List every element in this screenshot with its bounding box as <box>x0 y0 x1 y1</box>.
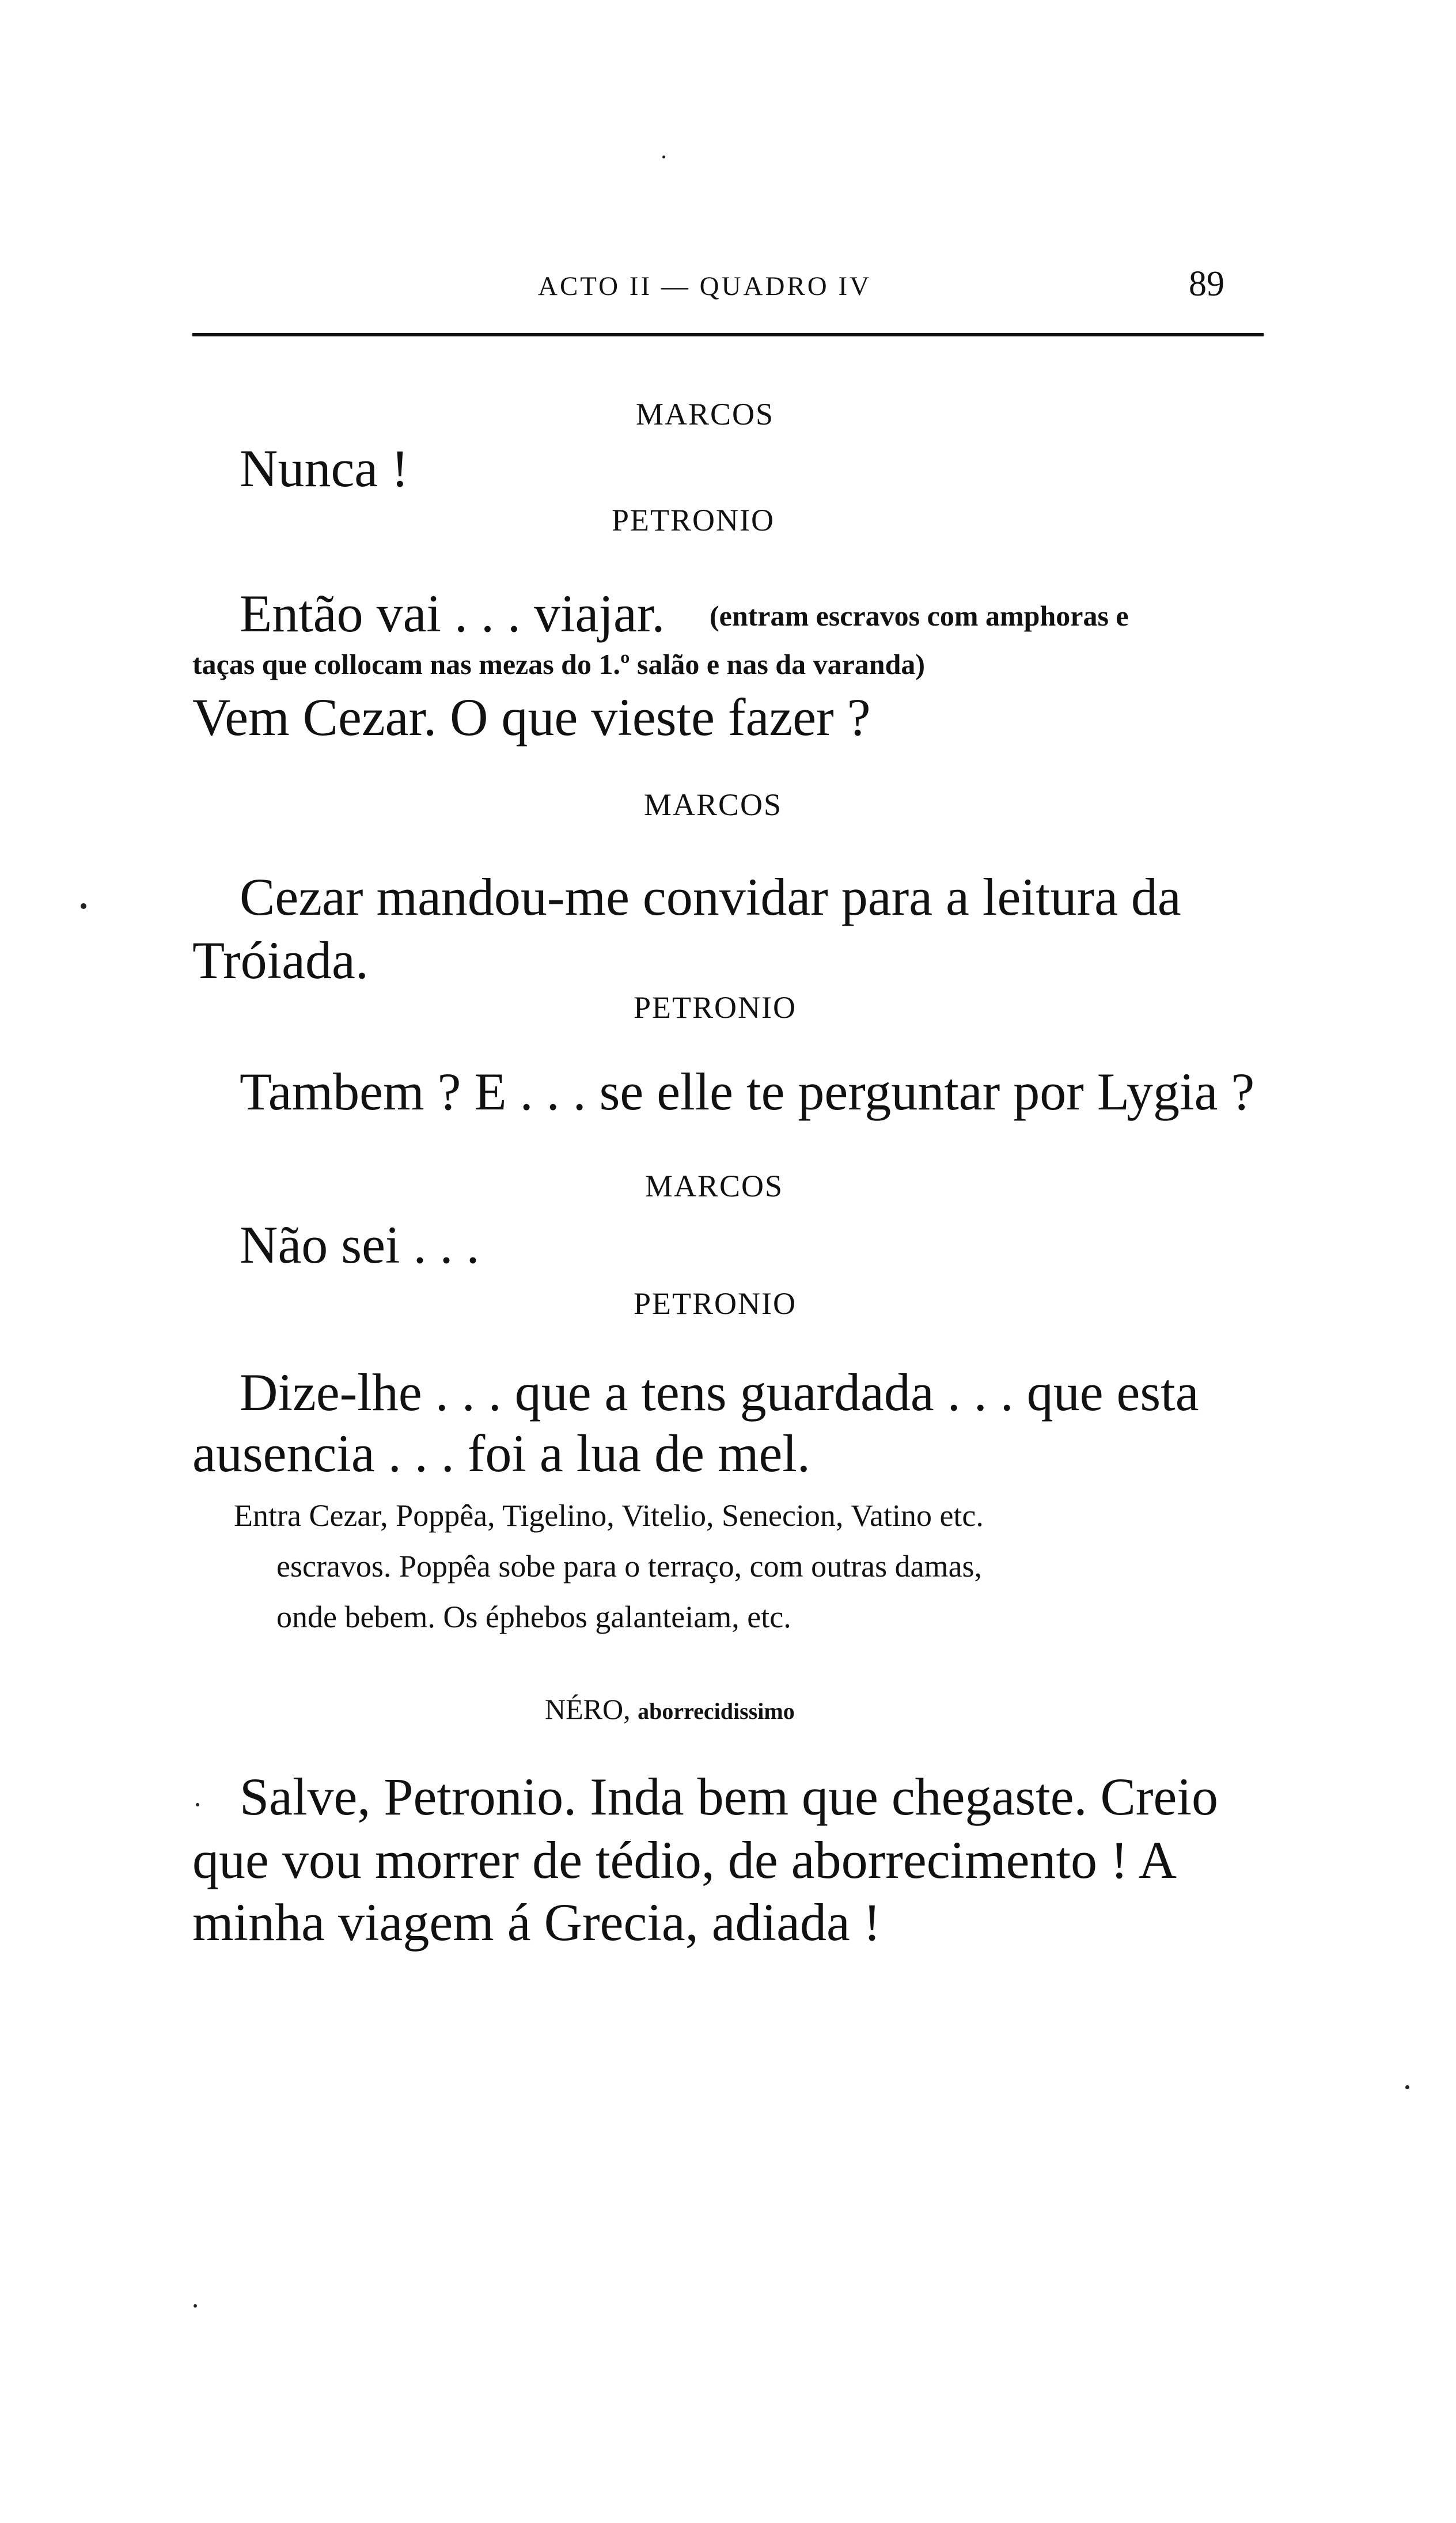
speaker-marcos-1: MARCOS <box>636 397 775 431</box>
dialogue-line: Cezar mandou-me convidar para a leitura da <box>240 867 1181 926</box>
speaker-marcos-3: MARCOS <box>645 1169 784 1203</box>
dialogue-line: Dize-lhe . . . que a tens guardada . . . que esta <box>240 1363 1199 1422</box>
scan-speck <box>196 1803 199 1806</box>
page-number: 89 <box>1189 264 1224 304</box>
dialogue-line: Salve, Petronio. Inda bem que chegaste. Creio <box>240 1767 1218 1826</box>
dialogue-line: Tambem ? E . . . se elle te perguntar por Lygia ? <box>240 1062 1255 1121</box>
stage-direction-line: onde bebem. Os éphebos galanteiam, etc. <box>276 1600 791 1634</box>
dialogue-line: minha viagem á Grecia, adiada ! <box>192 1893 881 1952</box>
speaker-nero-name: NÉRO, <box>545 1693 631 1725</box>
dialogue-line <box>240 583 665 644</box>
stage-note-inline: (entram escravos com amphoras e <box>710 600 1129 632</box>
scan-speck <box>194 2304 197 2308</box>
dialogue-line: Tróiada. <box>192 931 369 990</box>
scan-speck <box>81 903 86 909</box>
dialogue-line: que vou morrer de tédio, de aborrecimento ! A <box>192 1831 1177 1889</box>
speaker-petronio-2: PETRONIO <box>634 990 797 1025</box>
speaker-nero <box>545 1692 795 1726</box>
speaker-nero-note: aborrecidissimo <box>638 1698 795 1724</box>
scan-speck <box>662 156 665 158</box>
stage-note-inline: taças que collocam nas mezas do 1.º salão e nas da varanda) <box>192 648 926 680</box>
stage-direction-line: escravos. Poppêa sobe para o terraço, com outras damas, <box>276 1549 983 1583</box>
running-header: ACTO II — QUADRO IV <box>538 271 872 301</box>
dialogue-line: Não sei . . . <box>240 1215 480 1274</box>
stage-direction-line: Entra Cezar, Poppêa, Tigelino, Vitelio, Senecion, Vatino etc. <box>234 1498 984 1533</box>
dialogue-line: ausencia . . . foi a lua de mel. <box>192 1424 810 1483</box>
speaker-petronio-1: PETRONIO <box>612 503 775 537</box>
header-rule <box>192 333 1264 336</box>
dialogue-text: Então vai . . . viajar. <box>240 584 665 643</box>
dialogue-line: Nunca ! <box>240 439 409 498</box>
speaker-petronio-3: PETRONIO <box>634 1286 797 1321</box>
dialogue-line: Vem Cezar. O que vieste fazer ? <box>192 688 871 747</box>
speaker-marcos-2: MARCOS <box>644 787 783 822</box>
scan-speck <box>1405 2085 1409 2089</box>
